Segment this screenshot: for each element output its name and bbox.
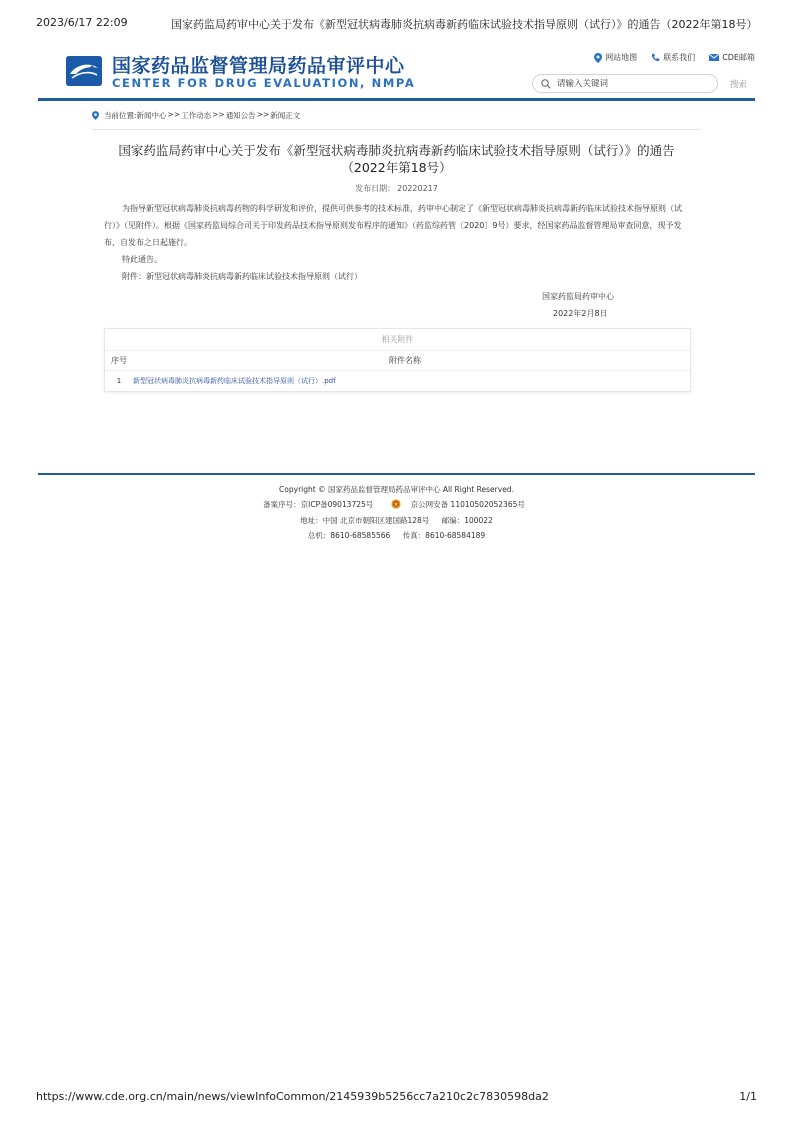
footer-icp[interactable]: 备案序号：京ICP备09013725号 [263, 499, 374, 509]
column-header-no: 序号 [111, 356, 127, 365]
attachment-link[interactable]: 新型冠状病毒肺炎抗病毒新药临床试验技术指导原则（试行）.pdf [133, 377, 336, 385]
envelope-icon [709, 54, 719, 61]
footer-copyright: Copyright © 国家药品监督管理局药品审评中心 All Right Reserved. [279, 485, 514, 494]
footer-postcode: 邮编：100022 [441, 516, 493, 525]
location-pin-icon [594, 53, 602, 63]
print-footer [36, 1090, 757, 1104]
print-url: https://www.cde.org.cn/main/news/viewInfoCommon/2145939b5256cc7a210c2c7830598da2 [36, 1090, 549, 1103]
breadcrumb-item-notices[interactable]: 通知公告 [225, 111, 256, 120]
footer-registration [0, 498, 793, 515]
column-header-name: 附件名称 [389, 356, 421, 365]
table-row [105, 371, 690, 391]
police-badge-icon [391, 499, 401, 515]
footer-divider [38, 473, 755, 475]
breadcrumb [92, 110, 701, 130]
print-page-number: 1/1 [739, 1090, 757, 1103]
sitemap-link[interactable] [594, 52, 637, 63]
attachments-table [104, 328, 691, 392]
signature-date: 2022年2月8日 [553, 309, 608, 318]
print-doc-title: 国家药监局药审中心关于发布《新型冠状病毒肺炎抗病毒新药临床试验技术指导原则（试行）》的通告（2022年第18号） [171, 18, 758, 31]
print-header [36, 16, 757, 32]
breadcrumb-separator: >> [256, 110, 270, 119]
attachments-header-row [105, 351, 690, 371]
breadcrumb-item-article[interactable]: 新闻正文 [270, 111, 301, 120]
footer-fax: 传真：8610-68584189 [402, 530, 486, 540]
article-paragraph: 为指导新型冠状病毒肺炎抗病毒药物的科学研发和评价，提供可供参考的技术标准，药审中心制定了《新型冠状病毒肺炎抗病毒新药临床试验技术指导原则（试行）》（见附件）。根据《国家药监局综合司关于印发药品技术指导原则发布程序的通知》（药监综药管〔2020〕9号）要求，经国家药品监督管理局审查同意，现予发布，自发布之日起施行。 [104, 204, 682, 247]
publish-date [0, 183, 793, 194]
footer-contact-row [0, 529, 793, 544]
signature-org: 国家药监局药审中心 [542, 292, 614, 301]
attachment-no: 1 [116, 377, 122, 385]
breadcrumb-item-news-center[interactable]: 新闻中心 [136, 111, 167, 120]
publish-date-label: 发布日期： [355, 184, 396, 193]
search-box [532, 74, 718, 93]
search-icon [541, 74, 551, 93]
sitemap-label: 网站地图 [605, 53, 638, 62]
footer-phone: 总机：8610-68585566 [307, 530, 391, 540]
footer-police-record[interactable] [386, 500, 530, 509]
brand-name-cn[interactable]: 国家药品监督管理局药品审评中心 [112, 55, 405, 77]
mail-label: CDE邮箱 [722, 53, 755, 62]
contact-link[interactable] [651, 52, 695, 63]
attachment-note: 附件：新型冠状病毒肺炎抗病毒新药临床试验技术指导原则（试行） [122, 272, 362, 281]
contact-label: 联系我们 [663, 53, 696, 62]
breadcrumb-label: 当前位置: [104, 111, 137, 120]
article-body [104, 200, 689, 285]
location-pin-icon [92, 111, 99, 122]
site-footer [0, 483, 793, 543]
search-button[interactable]: 搜索 [729, 80, 747, 90]
breadcrumb-item-work-news[interactable]: 工作动态 [181, 111, 212, 120]
footer-address-row [0, 514, 793, 529]
cde-logo-icon[interactable] [66, 56, 102, 86]
breadcrumb-separator: >> [212, 110, 225, 119]
footer-police-text: 京公网安备 11010502052365号 [410, 499, 525, 509]
top-links [594, 52, 755, 63]
article-title: 国家药监局药审中心关于发布《新型冠状病毒肺炎抗病毒新药临床试验技术指导原则（试行）》的通告（2022年第18号） [118, 143, 675, 175]
print-timestamp: 2023/6/17 22:09 [36, 16, 128, 29]
phone-icon [651, 53, 660, 62]
site-header [38, 46, 755, 101]
article-paragraph: 特此通告。 [122, 255, 162, 264]
attachments-caption: 相关附件 [105, 329, 690, 351]
brand-name-en: CENTER FOR DRUG EVALUATION, NMPA [112, 76, 416, 90]
breadcrumb-separator: >> [167, 110, 181, 119]
footer-address: 地址：中国 北京市朝阳区建国路128号 [300, 516, 430, 525]
search-input[interactable] [557, 79, 687, 89]
mail-link[interactable] [709, 52, 755, 63]
publish-date-value: 20220217 [397, 184, 438, 193]
